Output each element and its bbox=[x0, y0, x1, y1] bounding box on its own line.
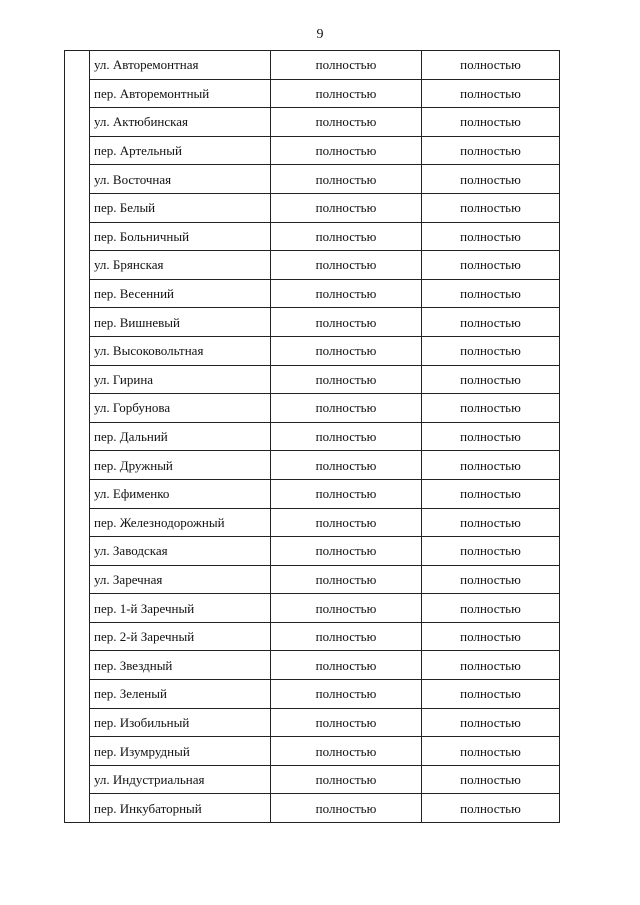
street-name-cell: пер. Изумрудный bbox=[90, 737, 271, 766]
coverage-cell: полностью bbox=[271, 222, 422, 251]
table-row bbox=[65, 594, 560, 623]
street-name-cell: пер. Авторемонтный bbox=[90, 79, 271, 108]
coverage-cell: полностью bbox=[422, 594, 560, 623]
street-name-cell: пер. Дальний bbox=[90, 422, 271, 451]
number-cell bbox=[65, 651, 90, 680]
street-name-cell: пер. Инкубаторный bbox=[90, 794, 271, 823]
coverage-cell: полностью bbox=[422, 708, 560, 737]
street-name-cell: пер. Весенний bbox=[90, 279, 271, 308]
table-row bbox=[65, 651, 560, 680]
table-row bbox=[65, 79, 560, 108]
table-row bbox=[65, 394, 560, 423]
street-name-cell: ул. Ефименко bbox=[90, 479, 271, 508]
coverage-cell: полностью bbox=[271, 336, 422, 365]
table-row bbox=[65, 108, 560, 137]
table-row bbox=[65, 336, 560, 365]
coverage-cell: полностью bbox=[271, 422, 422, 451]
number-cell bbox=[65, 251, 90, 280]
coverage-cell: полностью bbox=[422, 193, 560, 222]
table-row bbox=[65, 193, 560, 222]
street-name-cell: пер. Железнодорожный bbox=[90, 508, 271, 537]
number-cell bbox=[65, 508, 90, 537]
coverage-cell: полностью bbox=[422, 336, 560, 365]
street-name-cell: ул. Индустриальная bbox=[90, 765, 271, 794]
coverage-cell: полностью bbox=[422, 165, 560, 194]
street-name-cell: пер. Дружный bbox=[90, 451, 271, 480]
street-name-cell: ул. Авторемонтная bbox=[90, 51, 271, 80]
table-row bbox=[65, 51, 560, 80]
street-name-cell: пер. Вишневый bbox=[90, 308, 271, 337]
table-row bbox=[65, 479, 560, 508]
number-cell bbox=[65, 708, 90, 737]
number-cell bbox=[65, 51, 90, 80]
table-row bbox=[65, 508, 560, 537]
street-name-cell: ул. Горбунова bbox=[90, 394, 271, 423]
coverage-cell: полностью bbox=[271, 136, 422, 165]
number-cell bbox=[65, 193, 90, 222]
number-cell bbox=[65, 108, 90, 137]
coverage-cell: полностью bbox=[422, 451, 560, 480]
coverage-cell: полностью bbox=[422, 79, 560, 108]
number-cell bbox=[65, 365, 90, 394]
coverage-cell: полностью bbox=[271, 594, 422, 623]
street-name-cell: пер. 1-й Заречный bbox=[90, 594, 271, 623]
coverage-cell: полностью bbox=[422, 251, 560, 280]
table-row bbox=[65, 622, 560, 651]
street-name-cell: ул. Заводская bbox=[90, 537, 271, 566]
number-cell bbox=[65, 451, 90, 480]
street-name-cell: пер. Белый bbox=[90, 193, 271, 222]
number-cell bbox=[65, 279, 90, 308]
coverage-cell: полностью bbox=[422, 765, 560, 794]
coverage-cell: полностью bbox=[271, 708, 422, 737]
coverage-cell: полностью bbox=[271, 394, 422, 423]
table-row bbox=[65, 279, 560, 308]
table-row bbox=[65, 537, 560, 566]
table-row bbox=[65, 680, 560, 709]
table-row bbox=[65, 165, 560, 194]
number-cell bbox=[65, 422, 90, 451]
coverage-cell: полностью bbox=[271, 537, 422, 566]
street-name-cell: пер. Звездный bbox=[90, 651, 271, 680]
number-cell bbox=[65, 622, 90, 651]
table-row bbox=[65, 222, 560, 251]
number-cell bbox=[65, 565, 90, 594]
number-cell bbox=[65, 594, 90, 623]
coverage-cell: полностью bbox=[271, 565, 422, 594]
coverage-cell: полностью bbox=[422, 222, 560, 251]
coverage-cell: полностью bbox=[271, 508, 422, 537]
coverage-cell: полностью bbox=[422, 565, 560, 594]
number-cell bbox=[65, 308, 90, 337]
street-name-cell: пер. Больничный bbox=[90, 222, 271, 251]
coverage-cell: полностью bbox=[271, 193, 422, 222]
number-cell bbox=[65, 537, 90, 566]
street-name-cell: пер. Зеленый bbox=[90, 680, 271, 709]
table-row bbox=[65, 708, 560, 737]
street-name-cell: ул. Высоковольтная bbox=[90, 336, 271, 365]
coverage-cell: полностью bbox=[271, 308, 422, 337]
coverage-cell: полностью bbox=[271, 479, 422, 508]
coverage-cell: полностью bbox=[422, 108, 560, 137]
table-row bbox=[65, 794, 560, 823]
coverage-cell: полностью bbox=[271, 651, 422, 680]
coverage-cell: полностью bbox=[422, 737, 560, 766]
number-cell bbox=[65, 479, 90, 508]
table-row bbox=[65, 251, 560, 280]
coverage-cell: полностью bbox=[422, 651, 560, 680]
coverage-cell: полностью bbox=[422, 479, 560, 508]
coverage-cell: полностью bbox=[271, 680, 422, 709]
number-cell bbox=[65, 680, 90, 709]
table-row bbox=[65, 451, 560, 480]
coverage-cell: полностью bbox=[271, 251, 422, 280]
coverage-cell: полностью bbox=[422, 622, 560, 651]
number-cell bbox=[65, 794, 90, 823]
number-cell bbox=[65, 737, 90, 766]
number-cell bbox=[65, 136, 90, 165]
street-name-cell: ул. Заречная bbox=[90, 565, 271, 594]
page-number: 9 bbox=[316, 27, 324, 42]
coverage-cell: полностью bbox=[422, 136, 560, 165]
table-row bbox=[65, 308, 560, 337]
coverage-cell: полностью bbox=[422, 394, 560, 423]
street-name-cell: ул. Брянская bbox=[90, 251, 271, 280]
table-row bbox=[65, 737, 560, 766]
streets-table-body bbox=[65, 51, 560, 823]
coverage-cell: полностью bbox=[422, 279, 560, 308]
coverage-cell: полностью bbox=[271, 165, 422, 194]
coverage-cell: полностью bbox=[271, 794, 422, 823]
coverage-cell: полностью bbox=[422, 51, 560, 80]
coverage-cell: полностью bbox=[271, 79, 422, 108]
number-cell bbox=[65, 336, 90, 365]
table-row bbox=[65, 422, 560, 451]
table-row bbox=[65, 365, 560, 394]
street-name-cell: ул. Актюбинская bbox=[90, 108, 271, 137]
street-name-cell: пер. Артельный bbox=[90, 136, 271, 165]
coverage-cell: полностью bbox=[422, 680, 560, 709]
table-row bbox=[65, 136, 560, 165]
coverage-cell: полностью bbox=[422, 422, 560, 451]
number-cell bbox=[65, 765, 90, 794]
coverage-cell: полностью bbox=[422, 537, 560, 566]
coverage-cell: полностью bbox=[271, 765, 422, 794]
coverage-cell: полностью bbox=[271, 108, 422, 137]
streets-table-container bbox=[64, 50, 560, 823]
number-cell bbox=[65, 222, 90, 251]
table-row bbox=[65, 765, 560, 794]
coverage-cell: полностью bbox=[271, 622, 422, 651]
coverage-cell: полностью bbox=[271, 279, 422, 308]
table-row bbox=[65, 565, 560, 594]
number-cell bbox=[65, 394, 90, 423]
coverage-cell: полностью bbox=[271, 451, 422, 480]
coverage-cell: полностью bbox=[422, 508, 560, 537]
coverage-cell: полностью bbox=[271, 51, 422, 80]
streets-table bbox=[64, 50, 560, 823]
coverage-cell: полностью bbox=[271, 365, 422, 394]
street-name-cell: ул. Гирина bbox=[90, 365, 271, 394]
street-name-cell: пер. Изобильный bbox=[90, 708, 271, 737]
coverage-cell: полностью bbox=[271, 737, 422, 766]
coverage-cell: полностью bbox=[422, 308, 560, 337]
street-name-cell: ул. Восточная bbox=[90, 165, 271, 194]
coverage-cell: полностью bbox=[422, 365, 560, 394]
number-cell bbox=[65, 165, 90, 194]
street-name-cell: пер. 2-й Заречный bbox=[90, 622, 271, 651]
coverage-cell: полностью bbox=[422, 794, 560, 823]
number-cell bbox=[65, 79, 90, 108]
